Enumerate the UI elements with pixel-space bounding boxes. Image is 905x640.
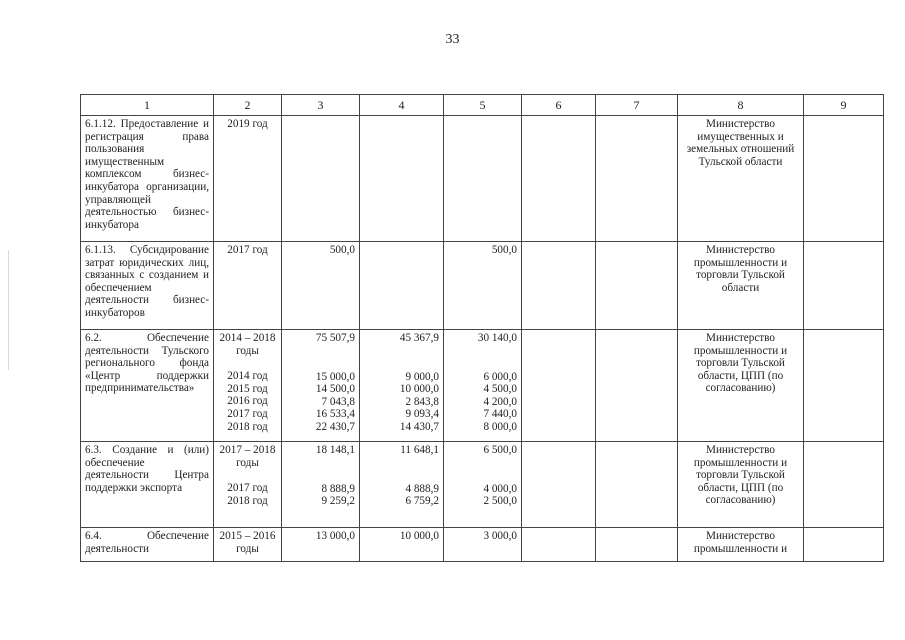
amount-value: 4 500,0 <box>483 383 517 396</box>
period-range: 2014 – 2018 годы <box>219 332 276 357</box>
col7-cell <box>596 330 678 442</box>
amount-value: 9 000,0 <box>405 370 439 383</box>
amount-total: 11 648,1 <box>400 444 439 456</box>
period-range: 2015 – 2016 годы <box>219 530 276 555</box>
table-row <box>81 528 884 562</box>
responsible-org: Министерство промышленности и торговли Тульской области <box>678 242 804 330</box>
amount-value: 2 843,8 <box>405 395 439 408</box>
amount-regional-cell <box>444 242 522 330</box>
col9-cell <box>804 242 884 330</box>
table-row <box>81 330 884 442</box>
amount-value: 22 430,7 <box>315 420 355 433</box>
measure-name: 6.4. Обеспечение деятельности <box>81 528 214 562</box>
amount-value: 9 093,4 <box>405 408 439 421</box>
amount-total: 3 000,0 <box>483 530 517 542</box>
header-col-1: 1 <box>81 95 214 116</box>
header-col-9: 9 <box>804 95 884 116</box>
amount-value: 500,0 <box>491 244 517 256</box>
col6-cell <box>522 242 596 330</box>
amount-value: 4 200,0 <box>483 395 517 408</box>
measure-name: 6.3. Создание и (или) обеспечение деятельности Центра поддержки экспорта <box>81 442 214 528</box>
amount-total-cell <box>282 528 360 562</box>
amount-value: 10 000,0 <box>399 383 439 396</box>
amount-regional-cell <box>444 528 522 562</box>
period-year: 2018 год <box>227 494 268 507</box>
col6-cell <box>522 116 596 242</box>
period-year: 2016 год <box>227 395 268 408</box>
col9-cell <box>804 442 884 528</box>
amount-total: 45 367,9 <box>399 332 439 344</box>
table-row <box>81 242 884 330</box>
amount-value: 15 000,0 <box>315 370 355 383</box>
amount-value: 16 533,4 <box>315 408 355 421</box>
measure-name: 6.1.12. Предоставление и регистрация права пользования имущественным комплексом бизнес-инкубатора организации, управляющей деятельностью бизнес-инкубатора <box>81 116 214 242</box>
scan-edge-mark <box>8 250 9 370</box>
period-cell <box>214 242 282 330</box>
amount-value: 6 000,0 <box>483 370 517 383</box>
amount-federal-cell <box>360 528 444 562</box>
header-col-2: 2 <box>214 95 282 116</box>
amount-value: 6 759,2 <box>405 495 439 508</box>
amount-total-cell <box>282 442 360 528</box>
period-year: 2014 год <box>227 370 268 383</box>
header-row <box>81 95 884 116</box>
period-year: 2017 год <box>227 482 268 495</box>
amount-total: 6 500,0 <box>483 444 517 456</box>
table-row <box>81 442 884 528</box>
col7-cell <box>596 242 678 330</box>
col6-cell <box>522 528 596 562</box>
col6-cell <box>522 442 596 528</box>
col7-cell <box>596 442 678 528</box>
header-col-5: 5 <box>444 95 522 116</box>
amount-value: 2 500,0 <box>483 495 517 508</box>
amount-value: 9 259,2 <box>321 495 355 508</box>
measure-name: 6.2. Обеспечение деятельности Тульского регионального фонда «Центр поддержки предпринимательства» <box>81 330 214 442</box>
measures-table <box>80 94 884 562</box>
amount-value: 7 043,8 <box>321 395 355 408</box>
amount-value: 8 888,9 <box>321 482 355 495</box>
period-cell <box>214 330 282 442</box>
amount-regional-cell <box>444 116 522 242</box>
amount-federal-cell <box>360 242 444 330</box>
header-col-4: 4 <box>360 95 444 116</box>
amount-value: 4 000,0 <box>483 482 517 495</box>
amount-value: 4 888,9 <box>405 482 439 495</box>
period-cell <box>214 528 282 562</box>
measure-name: 6.1.13. Субсидирование затрат юридических лиц, связанных с созданием и обеспечением деятельности бизнес-инкубаторов <box>81 242 214 330</box>
amount-total-cell <box>282 242 360 330</box>
amount-total-cell <box>282 330 360 442</box>
header-col-6: 6 <box>522 95 596 116</box>
col7-cell <box>596 528 678 562</box>
period-range: 2017 – 2018 годы <box>219 444 276 469</box>
amount-total: 75 507,9 <box>315 332 355 344</box>
amount-federal-cell <box>360 116 444 242</box>
page-number: 33 <box>445 32 460 47</box>
period-year: 2017 год <box>227 244 268 256</box>
amount-value: 500,0 <box>329 244 355 256</box>
amount-value: 7 440,0 <box>483 408 517 421</box>
period-year: 2015 год <box>227 382 268 395</box>
amount-total: 10 000,0 <box>399 530 439 542</box>
amount-federal-cell <box>360 442 444 528</box>
table-row <box>81 116 884 242</box>
amount-value: 14 500,0 <box>315 383 355 396</box>
amount-value: 14 430,7 <box>399 420 439 433</box>
period-cell <box>214 116 282 242</box>
amount-total: 13 000,0 <box>315 530 355 542</box>
responsible-org: Министерство промышленности и торговли Тульской области, ЦПП (по согласованию) <box>678 442 804 528</box>
amount-federal-cell <box>360 330 444 442</box>
col6-cell <box>522 330 596 442</box>
col9-cell <box>804 116 884 242</box>
col7-cell <box>596 116 678 242</box>
amount-regional-cell <box>444 330 522 442</box>
amount-regional-cell <box>444 442 522 528</box>
responsible-org: Министерство промышленности и торговли Тульской области, ЦПП (по согласованию) <box>678 330 804 442</box>
period-year: 2018 год <box>227 420 268 433</box>
col9-cell <box>804 528 884 562</box>
amount-total: 30 140,0 <box>477 332 517 344</box>
period-year: 2019 год <box>227 118 268 130</box>
col9-cell <box>804 330 884 442</box>
period-cell <box>214 442 282 528</box>
responsible-org: Министерство промышленности и <box>678 528 804 562</box>
header-col-8: 8 <box>678 95 804 116</box>
header-col-3: 3 <box>282 95 360 116</box>
amount-total-cell <box>282 116 360 242</box>
amount-value: 8 000,0 <box>483 420 517 433</box>
amount-total: 18 148,1 <box>315 444 355 456</box>
header-col-7: 7 <box>596 95 678 116</box>
responsible-org: Министерство имущественных и земельных отношений Тульской области <box>678 116 804 242</box>
period-year: 2017 год <box>227 407 268 420</box>
